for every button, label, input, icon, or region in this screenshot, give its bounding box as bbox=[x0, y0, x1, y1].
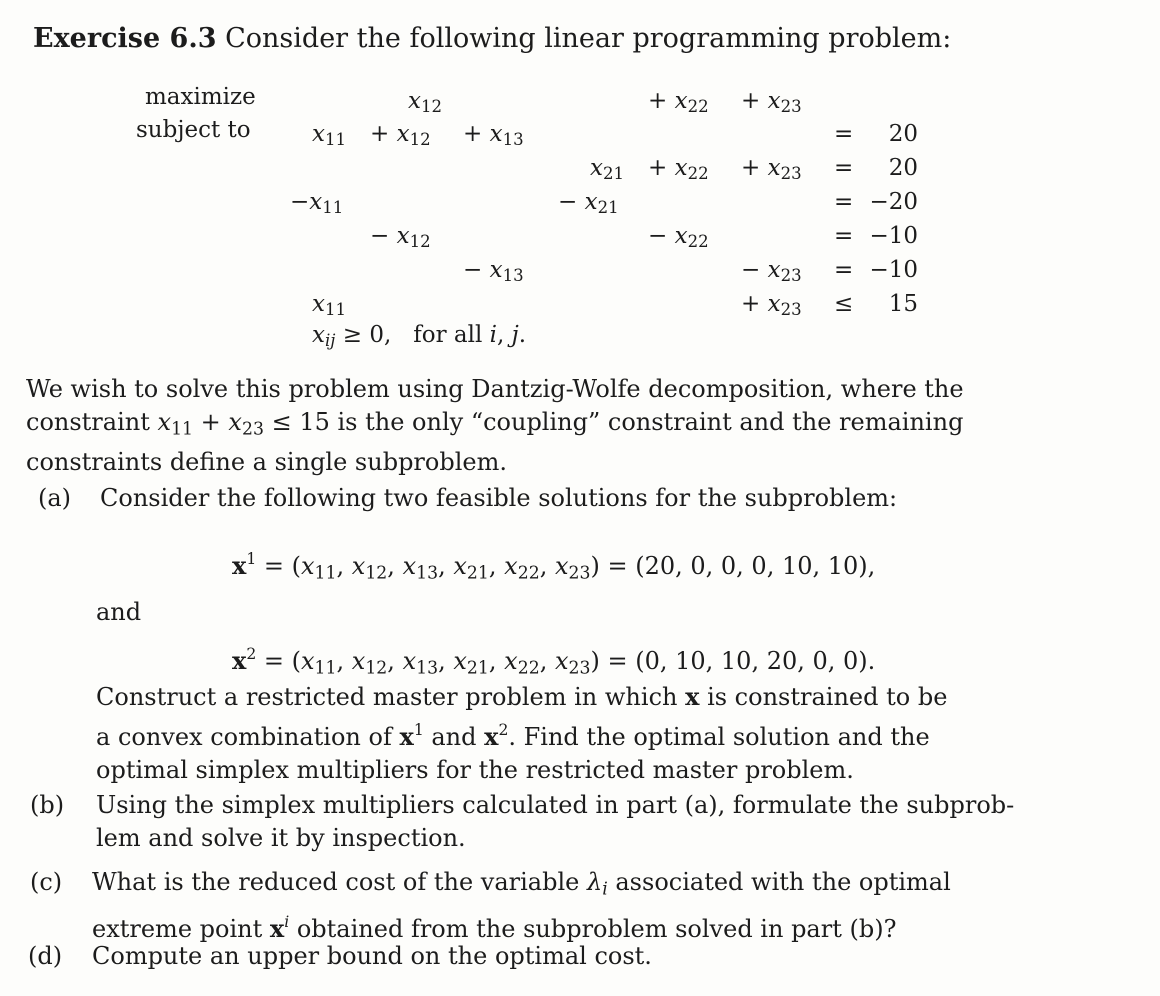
c5-relation: = bbox=[834, 257, 854, 283]
x2-equation: $x^2 = (x_{11}$, $x_{12}$, $x_{13}$, $x_{21}$, $x_{22}$, $x_{23}) = (0$, 10, 10, 20, 0, 0). bbox=[232, 645, 876, 679]
c3-relation: = bbox=[834, 189, 854, 215]
and-connector: and bbox=[96, 598, 142, 626]
part-c-line-1: What is the reduced cost of the variable $\lambda_i$ associated with the optimal bbox=[92, 868, 951, 900]
part-a-instructions bbox=[96, 680, 947, 787]
c3-term-x21: − $x_{21}$ bbox=[558, 189, 619, 218]
part-b-line-2: lem and solve it by inspection. bbox=[96, 824, 466, 852]
c4-term-x12: − $x_{12}$ bbox=[370, 223, 431, 252]
nonnegativity-constraint: $x_{ij} \ge 0$, for all i, j. bbox=[312, 322, 527, 351]
part-c-text bbox=[92, 866, 951, 946]
c5-rhs: −10 bbox=[869, 257, 918, 283]
decomposition-paragraph bbox=[26, 373, 964, 479]
c6-term-x23: + $x_{23}$ bbox=[741, 291, 802, 320]
c6-term-x11: $x_{11}$ bbox=[312, 291, 347, 320]
c6-rhs: 15 bbox=[888, 291, 918, 317]
part-a-line-2: a convex combination of $x^1$ and $x^2$. Find the optimal solution and the bbox=[96, 721, 930, 752]
c4-relation: = bbox=[834, 223, 854, 249]
constraints-keyword: subject to bbox=[136, 117, 251, 143]
c3-term-x11: $-x_{11}$ bbox=[290, 189, 344, 218]
x1-equation: $x^1 = (x_{11}$, $x_{12}$, $x_{13}$, $x_{21}$, $x_{22}$, $x_{23}) = (20$, 0, 0, 0, 10, 10), bbox=[232, 550, 876, 584]
para-line-2: constraint $x_{11} + x_{23} \le 15$ is the only “coupling” constraint and the remaining bbox=[26, 408, 964, 440]
c5-term-x13: − $x_{13}$ bbox=[463, 257, 524, 286]
c1-term-x11: $x_{11}$ bbox=[312, 121, 347, 150]
c1-rhs: 20 bbox=[888, 121, 918, 147]
para-line-1: We wish to solve this problem using Dantzig-Wolfe decomposition, where the bbox=[26, 375, 964, 403]
objective-term-x12: $x_{12}$ bbox=[408, 88, 443, 117]
c1-relation: = bbox=[834, 121, 854, 147]
c3-rhs: −20 bbox=[869, 189, 918, 215]
part-b-text bbox=[96, 789, 1014, 855]
part-c-label: (c) bbox=[30, 868, 63, 896]
part-a-line-1: Construct a restricted master problem in which x is constrained to be bbox=[96, 682, 948, 711]
part-d-label: (d) bbox=[28, 942, 63, 970]
objective-plus-x22: + $x_{22}$ bbox=[648, 88, 709, 117]
c1-term-x12: + $x_{12}$ bbox=[370, 121, 431, 150]
part-b-label: (b) bbox=[30, 791, 65, 819]
objective-keyword: maximize bbox=[145, 84, 256, 110]
c2-term-x21: $x_{21}$ bbox=[590, 155, 625, 184]
c2-term-x22: + $x_{22}$ bbox=[648, 155, 709, 184]
c1-term-x13: + $x_{13}$ bbox=[463, 121, 524, 150]
c4-rhs: −10 bbox=[869, 223, 918, 249]
part-a-text: Consider the following two feasible solutions for the subproblem: bbox=[100, 484, 898, 512]
part-d-text: Compute an upper bound on the optimal cost. bbox=[92, 942, 652, 970]
part-a-label: (a) bbox=[38, 484, 72, 512]
exercise-heading bbox=[33, 22, 951, 55]
c2-relation: = bbox=[834, 155, 854, 181]
c5-term-x23: − $x_{23}$ bbox=[741, 257, 802, 286]
objective-plus-x23: + $x_{23}$ bbox=[741, 88, 802, 117]
exercise-label: Exercise 6.3 bbox=[33, 23, 217, 54]
exercise-intro: Consider the following linear programming problem: bbox=[225, 23, 952, 54]
c6-relation: ≤ bbox=[834, 291, 854, 317]
c2-term-x23: + $x_{23}$ bbox=[741, 155, 802, 184]
part-c-line-2: extreme point $x^i$ obtained from the subproblem solved in part (b)? bbox=[92, 913, 897, 944]
part-b-line-1: Using the simplex multipliers calculated in part (a), formulate the subprob- bbox=[96, 791, 1015, 819]
c2-rhs: 20 bbox=[888, 155, 918, 181]
c4-term-x22: − $x_{22}$ bbox=[648, 223, 709, 252]
part-a-line-3: optimal simplex multipliers for the restricted master problem. bbox=[96, 756, 854, 785]
para-line-3: constraints define a single subproblem. bbox=[26, 448, 507, 477]
